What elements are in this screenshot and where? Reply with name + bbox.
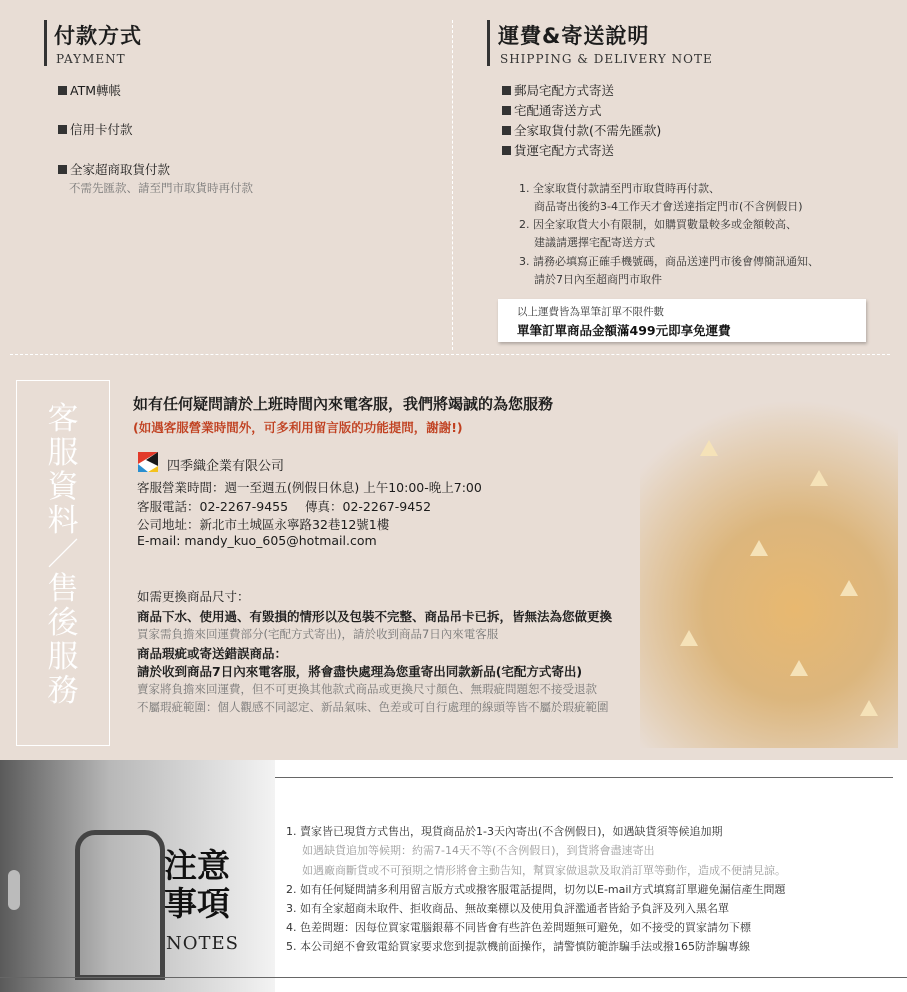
star-icon — [840, 580, 858, 596]
notes-item: 如遇廠商斷貨或不可預期之情形將會主動告知，幫買家做退款及取消訂單等動作，造成不便請見諒。 — [302, 864, 786, 877]
bullet-icon — [502, 146, 511, 155]
defect-title: 商品瑕疵或寄送錯誤商品： — [137, 646, 288, 661]
company-address: 公司地址：新北市土城區永寧路32巷12號1樓 — [137, 517, 390, 532]
shipping-subtitle: SHIPPING & DELIVERY NOTE — [500, 52, 713, 66]
shipping-title: 運費&寄送說明 — [498, 24, 650, 48]
bullet-icon — [58, 125, 67, 134]
exchange-rule: 商品下水、使用過、有毀損的情形以及包裝不完整、商品吊卡已拆，皆無法為您做更換 — [137, 609, 613, 624]
company-email[interactable]: E-mail: mandy_kuo_605@hotmail.com — [137, 533, 377, 548]
shipping-item: 宅配通寄送方式 — [502, 101, 602, 119]
section-bar — [44, 20, 47, 66]
sparkle-decoration — [640, 400, 898, 748]
section-divider — [10, 354, 890, 355]
company-logo-icon — [138, 452, 158, 472]
free-shipping-box — [498, 299, 866, 342]
payment-item-credit: 信用卡付款 — [58, 120, 133, 138]
notes-top-rule — [275, 777, 893, 778]
bullet-icon — [502, 86, 511, 95]
service-phone: 客服電話：02-2267-9455 — [137, 499, 289, 514]
bullet-icon — [502, 126, 511, 135]
payment-item-familymart: 全家超商取貨付款 — [58, 160, 170, 178]
notes-item: 2. 如有任何疑問請多利用留言版方式或撥客服電話提問，切勿以E-mail方式填寫訂單避免漏信產生問題 — [286, 883, 786, 896]
shipping-note: 商品寄出後約3-4工作天才會送達指定門市(不含例假日) — [534, 200, 803, 213]
notes-title: 事項 — [164, 884, 230, 923]
payment-subtitle: PAYMENT — [56, 52, 126, 66]
defect-note: 不屬瑕疵範圍：個人觀感不同認定、新品氣味、色差或可自行處理的線頭等皆不屬於瑕疵範圍 — [137, 700, 609, 714]
shipping-item: 貨運宅配方式寄送 — [502, 141, 614, 159]
shipping-note: 3. 請務必填寫正確手機號碼，商品送達門市後會傳簡訊通知、 — [519, 255, 819, 268]
star-icon — [680, 630, 698, 646]
star-icon — [750, 540, 768, 556]
payment-item-atm: ATM轉帳 — [58, 81, 121, 99]
notes-item: 5. 本公司絕不會致電給買家要求您到提款機前面操作，請警慎防範詐騙手法或撥165防詐騙專線 — [286, 940, 750, 953]
payment-title: 付款方式 — [54, 24, 142, 48]
notes-item: 如遇缺貨追加等候期：約需7-14天不等(不含例假日)，到貨將會盡速寄出 — [302, 844, 655, 857]
bullet-icon — [58, 165, 67, 174]
chair-photo — [0, 760, 275, 992]
shipping-item: 全家取貨付款(不需先匯款) — [502, 121, 661, 139]
star-icon — [860, 700, 878, 716]
shipping-note: 2. 因全家取貨大小有限制，如購買數量較多或金額較高、 — [519, 218, 797, 231]
defect-rule: 請於收到商品7日內來電客服，將會盡快處理為您重寄出同款新品(宅配方式寄出) — [137, 664, 583, 679]
notes-title: 注意 — [164, 846, 230, 885]
bullet-icon — [502, 106, 511, 115]
bullet-icon — [58, 86, 67, 95]
company-name: 四季織企業有限公司 — [167, 459, 285, 474]
free-shipping-text: 單筆訂單商品金額滿499元即享免運費 — [517, 323, 731, 338]
star-icon — [790, 660, 808, 676]
notes-subtitle: NOTES — [166, 933, 239, 954]
service-fax: 傳真：02-2267-9452 — [305, 499, 432, 514]
customer-service-subline: (如遇客服營業時間外，可多利用留言版的功能提問，謝謝!) — [133, 420, 463, 435]
notes-item: 3. 如有全家超商未取件、拒收商品、無故棄標以及使用負評濫通者皆給予負評及列入黑名單 — [286, 902, 729, 915]
star-icon — [700, 440, 718, 456]
shipping-note: 1. 全家取貨付款請至門市取貨時再付款、 — [519, 182, 720, 195]
notes-bottom-rule — [0, 977, 907, 978]
vase-icon — [8, 870, 20, 910]
shipping-note: 請於7日內至超商門市取件 — [534, 273, 662, 286]
section-bar — [487, 20, 490, 66]
notes-item: 4. 色差問題：因每位買家電腦銀幕不同皆會有些許色差問題無可避免，如不接受的買家請勿下標 — [286, 921, 751, 934]
customer-service-headline: 如有任何疑問請於上班時間內來電客服，我們將竭誠的為您服務 — [133, 395, 554, 413]
exchange-note: 買家需負擔來回運費部分(宅配方式寄出)，請於收到商品7日內來電客服 — [137, 627, 499, 641]
service-hours: 客服營業時間：週一至週五(例假日休息) 上午10:00-晚上7:00 — [137, 480, 482, 495]
notes-item: 1. 賣家皆已現貨方式售出，現貨商品於1-3天內寄出(不含例假日)，如遇缺貨須等候追加期 — [286, 825, 723, 838]
exchange-title: 如需更換商品尺寸： — [137, 589, 250, 604]
column-divider — [452, 20, 453, 350]
payment-note: 不需先匯款、請至門市取貨時再付款 — [69, 181, 253, 195]
defect-note: 賣家將負擔來回運費，但不可更換其他款式商品或更換尺寸顏色、無瑕疵問題恕不接受退款 — [137, 682, 597, 696]
shipping-note: 建議請選擇宅配寄送方式 — [534, 236, 655, 249]
chair-icon — [75, 830, 165, 980]
star-icon — [810, 470, 828, 486]
free-shipping-note: 以上運費皆為單筆訂單不限件數 — [517, 306, 664, 318]
customer-service-vertical-title: 客服資料／售後服務 — [47, 401, 79, 709]
shipping-item: 郵局宅配方式寄送 — [502, 81, 614, 99]
